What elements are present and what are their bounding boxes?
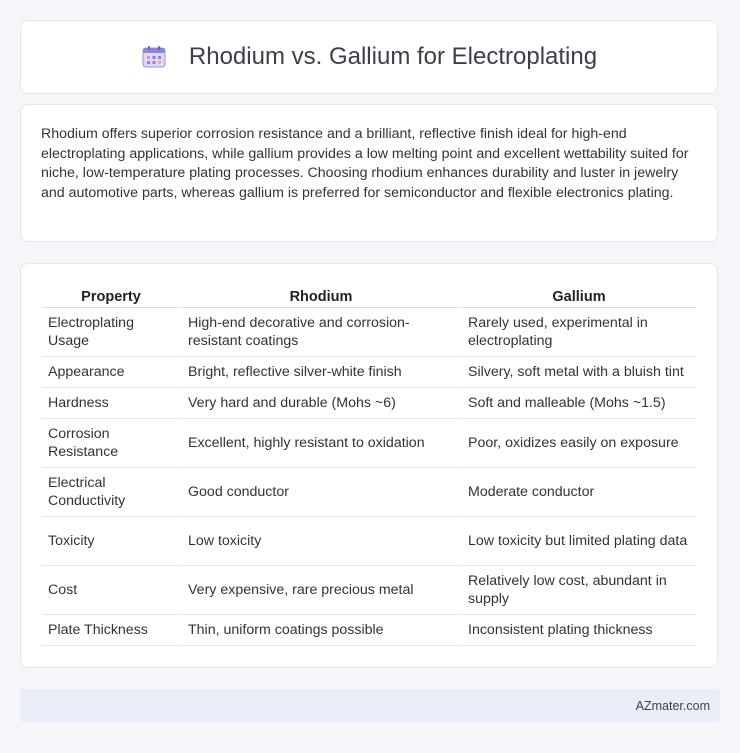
- cell-rhodium: Good conductor: [182, 468, 460, 517]
- header-property: Property: [42, 286, 180, 308]
- table-row: [42, 468, 696, 517]
- cell-gallium: Soft and malleable (Mohs ~1.5): [462, 388, 696, 419]
- cell-property: Appearance: [42, 357, 180, 388]
- cell-gallium: Low toxicity but limited plating data: [462, 517, 696, 566]
- table-row: [42, 388, 696, 419]
- cell-gallium: Rarely used, experimental in electroplating: [462, 308, 696, 357]
- cell-property: Corrosion Resistance: [42, 419, 180, 468]
- cell-property: Electroplating Usage: [42, 308, 180, 357]
- cell-gallium: Moderate conductor: [462, 468, 696, 517]
- cell-rhodium: Low toxicity: [182, 517, 460, 566]
- summary-text: Rhodium offers superior corrosion resistance and a brilliant, reflective finish ideal for high-end electroplating applications, while gallium provides a low melting point and excellent wettability suited for niche, low-temperature plating processes. Choosing rhodium enhances durability and luster in jewelry and automotive parts, whereas gallium is preferred for semiconductor and flexible electronics plating.: [41, 126, 689, 201]
- cell-gallium: Relatively low cost, abundant in supply: [462, 566, 696, 615]
- cell-property: Cost: [42, 566, 180, 615]
- table-header-row: [42, 286, 696, 308]
- calendar-icon: [141, 45, 167, 69]
- header-gallium: Gallium: [462, 286, 696, 308]
- footer-bar: [20, 689, 720, 722]
- summary-card: [20, 104, 718, 242]
- footer-source: AZmater.com: [635, 698, 710, 713]
- cell-gallium: Inconsistent plating thickness: [462, 615, 696, 646]
- cell-property: Plate Thickness: [42, 615, 180, 646]
- cell-rhodium: High-end decorative and corrosion-resistant coatings: [182, 308, 460, 357]
- comparison-table-card: [20, 263, 718, 668]
- page-title: Rhodium vs. Gallium for Electroplating: [188, 43, 598, 70]
- cell-property: Toxicity: [42, 517, 180, 566]
- comparison-table: [40, 286, 698, 646]
- header-rhodium: Rhodium: [182, 286, 460, 308]
- table-row: [42, 566, 696, 615]
- cell-property: Hardness: [42, 388, 180, 419]
- title-card: [20, 20, 718, 94]
- table-row: [42, 357, 696, 388]
- cell-property: Electrical Conductivity: [42, 468, 180, 517]
- cell-rhodium: Excellent, highly resistant to oxidation: [182, 419, 460, 468]
- cell-gallium: Silvery, soft metal with a bluish tint: [462, 357, 696, 388]
- cell-rhodium: Bright, reflective silver-white finish: [182, 357, 460, 388]
- table-row: [42, 615, 696, 646]
- cell-rhodium: Very hard and durable (Mohs ~6): [182, 388, 460, 419]
- table-row: [42, 517, 696, 566]
- table-row: [42, 419, 696, 468]
- cell-rhodium: Thin, uniform coatings possible: [182, 615, 460, 646]
- cell-gallium: Poor, oxidizes easily on exposure: [462, 419, 696, 468]
- cell-rhodium: Very expensive, rare precious metal: [182, 566, 460, 615]
- table-row: [42, 308, 696, 357]
